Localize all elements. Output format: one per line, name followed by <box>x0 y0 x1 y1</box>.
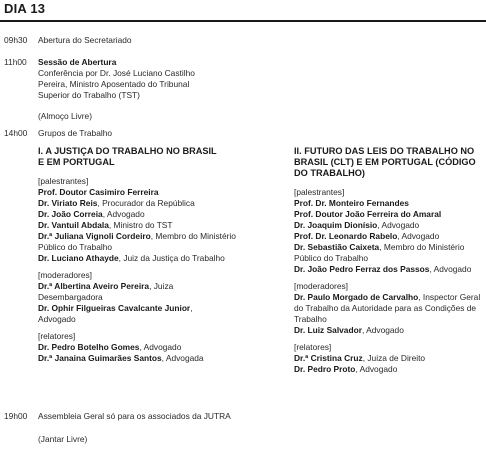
participant: Dr.ª Cristina Cruz, Juiza de Direito <box>294 353 426 363</box>
participant: Dr. Sebastião Caixeta, Membro do Ministério Público do Trabalho <box>294 242 465 263</box>
time-0930: 09h30 <box>4 35 28 45</box>
group-2-title: II. FUTURO DAS LEIS DO TRABALHO NO BRASIL (CLT) E EM PORTUGAL (CÓDIGO DO TRABALHO) <box>294 146 476 178</box>
section-label: [palestrantes] <box>38 176 89 186</box>
participant: Dr. Viriato Reis, Procurador da República <box>38 198 195 208</box>
participant: Prof. Doutor Casimiro Ferreira <box>38 187 159 197</box>
group-2-moderators <box>294 281 484 336</box>
participant: Dr.ª Janaina Guimarães Santos, Advogada <box>38 353 204 363</box>
section-label: [moderadores] <box>38 270 92 280</box>
participant: Prof. Dr. Monteiro Fernandes <box>294 198 409 208</box>
participant: Dr. João Correia, Advogado <box>38 209 145 219</box>
participant: Dr. Pedro Proto, Advogado <box>294 364 398 374</box>
session-line: Superior do Trabalho (TST) <box>38 90 140 100</box>
day-title: DIA 13 <box>4 1 46 16</box>
participant: Dr.ª Juliana Vignoli Cordeiro, Membro do Ministério Público do Trabalho <box>38 231 236 252</box>
schedule-item-text: Abertura do Secretariado <box>38 35 132 45</box>
section-label: [moderadores] <box>294 281 348 291</box>
section-label: [relatores] <box>294 342 332 352</box>
group-2-rapporteurs <box>294 342 484 375</box>
participant: Dr. Luiz Salvador, Advogado <box>294 325 404 335</box>
participant: Dr. Ophir Filgueiras Cavalcante Junior, Advogado <box>38 303 193 324</box>
section-label: [palestrantes] <box>294 187 345 197</box>
time-1400: 14h00 <box>4 128 28 138</box>
participant: Dr. João Pedro Ferraz dos Passos, Advogado <box>294 264 472 274</box>
group-1-title: I. A JUSTIÇA DO TRABALHO NO BRASIL E EM PORTUGAL <box>38 146 217 167</box>
participant: Dr.ª Albertina Aveiro Pereira, Juiza Desembargadora <box>38 281 174 302</box>
lunch-note: (Almoço Livre) <box>38 111 92 121</box>
participant: Dr. Pedro Botelho Gomes, Advogado <box>38 342 182 352</box>
group-1-rapporteurs <box>38 331 258 364</box>
group-1-moderators <box>38 270 258 325</box>
session-title: Sessão de Abertura <box>38 57 117 67</box>
participant: Prof. Dr. Leonardo Rabelo, Advogado <box>294 231 440 241</box>
time-1900: 19h00 <box>4 411 28 421</box>
header-rule <box>0 20 486 22</box>
participant: Dr. Paulo Morgado de Carvalho, Inspector Geral do Trabalho da Autoridade para as Condições de Trabalho <box>294 292 481 324</box>
participant: Dr. Vantuil Abdala, Ministro do TST <box>38 220 173 230</box>
participant: Prof. Doutor João Ferreira do Amaral <box>294 209 442 219</box>
schedule-item-text: Assembleia Geral só para os associados da JUTRA <box>38 411 231 421</box>
schedule-item-text: Grupos de Trabalho <box>38 128 113 138</box>
group-1-column <box>38 146 258 370</box>
dinner-note: (Jantar Livre) <box>38 434 88 444</box>
time-1100: 11h00 <box>4 57 27 67</box>
group-2-speakers <box>294 187 484 275</box>
group-2-column <box>294 146 484 381</box>
section-label: [relatores] <box>38 331 76 341</box>
participant: Dr. Luciano Athayde, Juiz da Justiça do Trabalho <box>38 253 225 263</box>
opening-session-block <box>38 57 195 101</box>
group-1-speakers <box>38 176 258 264</box>
session-line: Conferência por Dr. José Luciano Castilho <box>38 68 195 78</box>
session-line: Pereira, Ministro Aposentado do Tribunal <box>38 79 190 89</box>
participant: Dr. Joaquim Dionísio, Advogado <box>294 220 420 230</box>
